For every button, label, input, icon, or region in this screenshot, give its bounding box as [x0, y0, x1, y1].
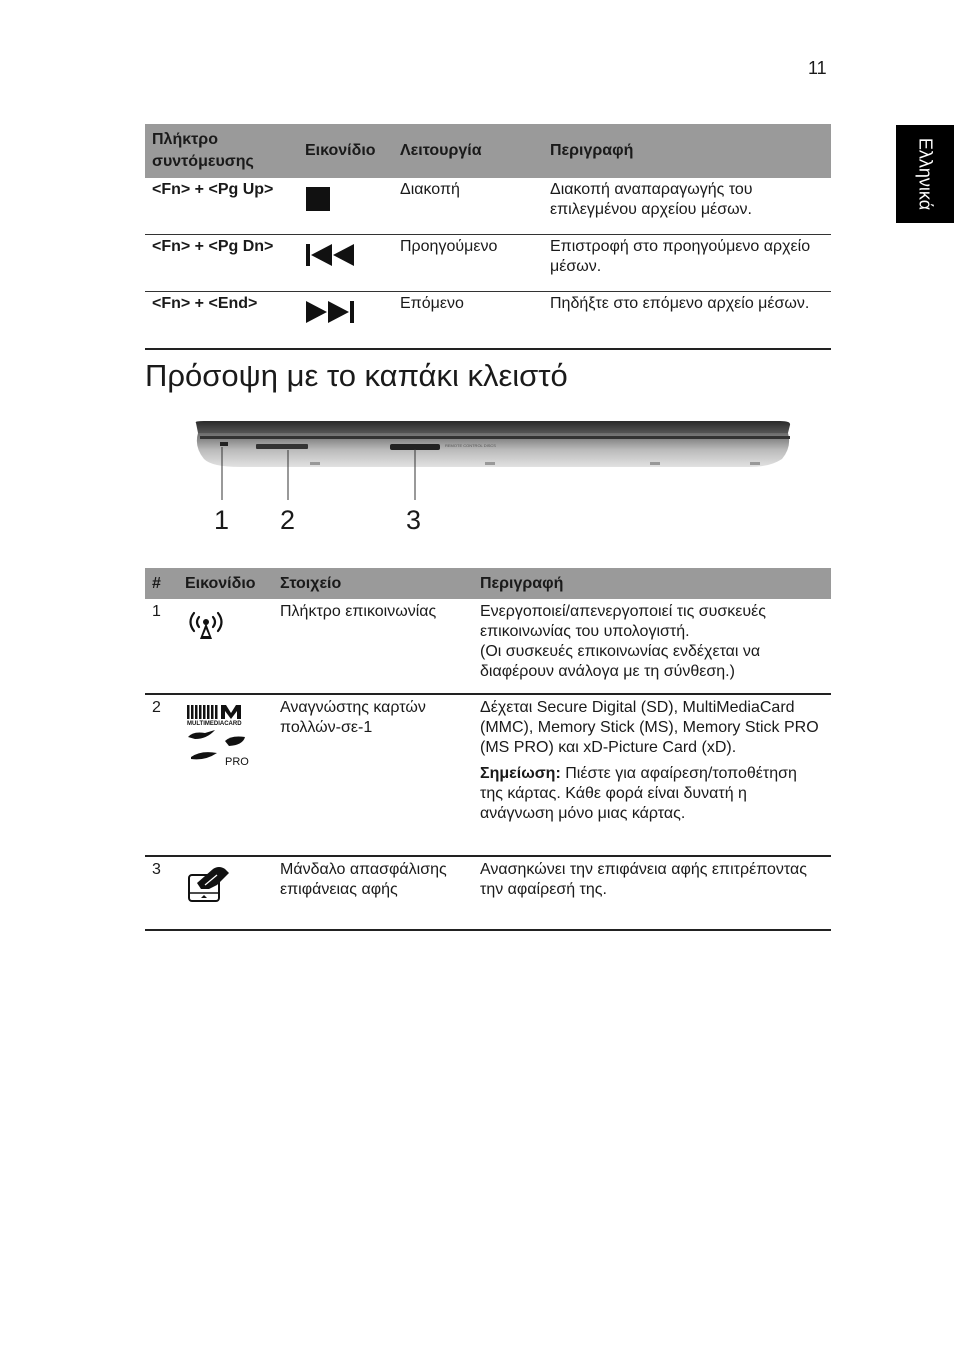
column-header-icon: Εικονίδιο [298, 124, 393, 178]
component-number: 1 [152, 603, 161, 620]
wireless-communication-icon [178, 599, 273, 694]
description-text: Δέχεται Secure Digital (SD), MultiMediaCard (MMC), Memory Stick (MS), Memory Stick PRO (MS PRO) και xD-Picture Card (xD). [480, 699, 819, 756]
shortcut-key: <Fn> + <End> [152, 295, 258, 312]
description-text: Ενεργοποιεί/απενεργοποιεί τις συσκευές επικοινωνίας του υπολογιστή. [480, 603, 766, 640]
component-number: 2 [152, 699, 161, 716]
shortcut-key: <Fn> + <Pg Up> [152, 181, 274, 198]
table-row [145, 235, 831, 292]
shortcut-function: Διακοπή [400, 181, 460, 198]
component-number: 3 [152, 861, 161, 878]
shortcut-function: Προηγούμενο [400, 238, 498, 255]
table-header-row [145, 124, 831, 178]
shortcuts-table [145, 124, 831, 350]
column-header-function: Λειτουργία [393, 124, 543, 178]
description-note [480, 764, 824, 824]
column-header-description: Περιγραφή [543, 124, 831, 178]
note-text: Πιέστε για αφαίρεση/τοποθέτηση της κάρτας. Κάθε φορά είναι δυνατή η ανάγνωση μόνο μιας κάρτας. [480, 765, 797, 822]
shortcut-key: <Fn> + <Pg Dn> [152, 238, 274, 255]
laptop-print: REMOTE CONTROL DISCS [445, 443, 496, 448]
component-description: Ανασηκώνει την επιφάνεια αφής επιτρέποντας την αφαίρεσή της. [480, 861, 807, 898]
description-note: (Οι συσκευές επικοινωνίας ενδέχεται να διαφέρουν ανάλογα με τη σύνθεση.) [480, 643, 761, 680]
touchpad-latch-icon [178, 856, 273, 930]
note-label: Σημείωση: [480, 765, 561, 782]
table-header-row [145, 568, 831, 599]
next-track-icon [298, 292, 393, 350]
column-header-icon: Εικονίδιο [178, 568, 273, 599]
callout-1: 1 [214, 505, 230, 535]
language-tab-label: Ελληνικά [915, 137, 936, 211]
callout-2: 2 [280, 505, 296, 535]
stop-icon [298, 178, 393, 235]
component-description [473, 694, 831, 856]
mmc-logo-text: MULTIMEDIACARD [187, 721, 242, 727]
section-title: Πρόσοψη με το καπάκι κλειστό [145, 358, 568, 393]
pro-logo-text: PRO [225, 756, 249, 768]
shortcut-function: Επόμενο [400, 295, 464, 312]
components-table [145, 568, 831, 931]
table-row [145, 856, 831, 930]
component-description [473, 599, 831, 694]
table-row [145, 178, 831, 235]
component-item: Πλήκτρο επικοινωνίας [280, 603, 437, 620]
column-header-number: # [145, 568, 178, 599]
shortcut-description: Διακοπή αναπαραγωγής του επιλεγμένου αρχείου μέσων. [550, 181, 753, 218]
laptop-front-view [190, 415, 800, 515]
shortcut-description: Πηδήξτε στο επόμενο αρχείο μέσων. [550, 295, 810, 312]
page-number: 11 [808, 58, 827, 78]
column-header-description: Περιγραφή [473, 568, 831, 599]
column-header-item: Στοιχείο [273, 568, 473, 599]
table-row [145, 599, 831, 694]
previous-track-icon [298, 235, 393, 292]
table-row [145, 694, 831, 856]
component-item: Μάνδαλο απασφάλισης επιφάνειας αφής [280, 861, 447, 898]
component-item: Αναγνώστης καρτών πολλών-σε-1 [280, 699, 426, 736]
callout-3: 3 [406, 505, 422, 535]
language-tab [896, 125, 954, 223]
table-row [145, 292, 831, 350]
shortcut-description: Επιστροφή στο προηγούμενο αρχείο μέσων. [550, 238, 811, 275]
card-reader-logos-icon [178, 694, 273, 856]
column-header-key: Πλήκτρο συντόμευσης [145, 124, 298, 178]
